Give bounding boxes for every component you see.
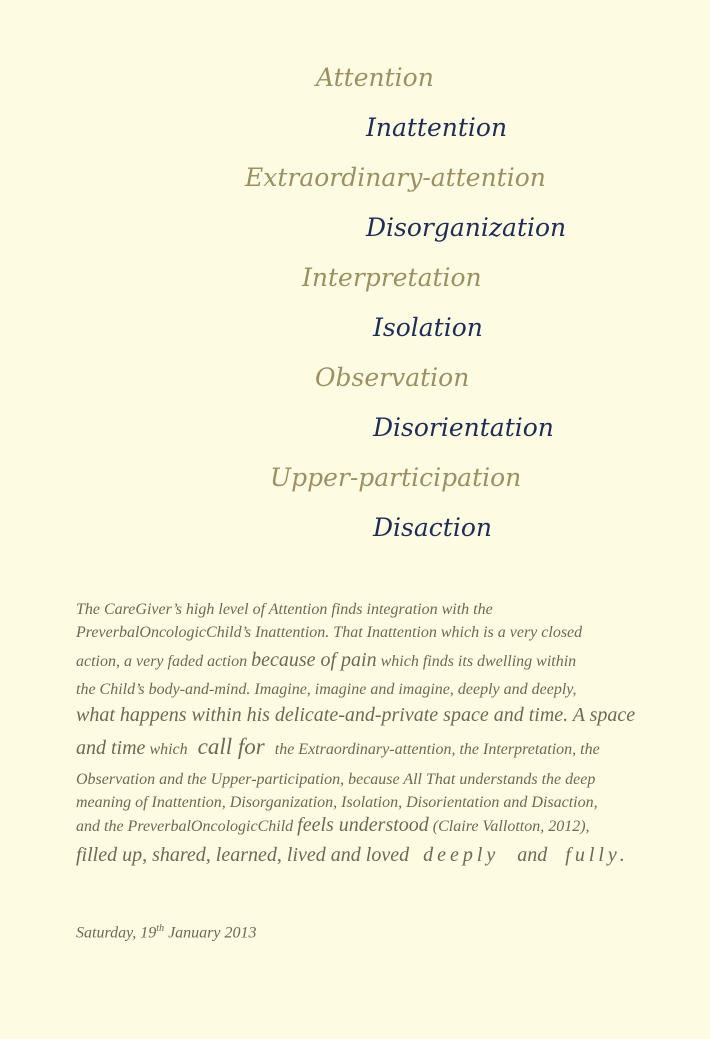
word-extraordinary-attention: Extraordinary-attention	[245, 163, 546, 192]
word-isolation: Isolation	[373, 313, 483, 342]
word-attention: Attention	[316, 63, 434, 92]
paragraph-line-emphasis	[76, 838, 651, 872]
paragraph-text: (Claire Vallotton, 2012),	[428, 818, 590, 835]
emphasis-call-for: call for	[197, 734, 265, 759]
paragraph-text: action, a very faded action	[76, 653, 252, 670]
paragraph-line: PreverbalOncologicChild’s Inattention. That Inattention which is a very closed	[76, 624, 583, 641]
date-text: January 2013	[164, 924, 257, 942]
body-paragraph	[76, 598, 651, 872]
date-ordinal: th	[156, 923, 165, 934]
emphasis-and-time: and time	[76, 737, 146, 759]
emphasis-because-of-pain: because of pain	[251, 649, 377, 671]
word-inattention: Inattention	[366, 113, 508, 142]
paragraph-text: which	[145, 741, 192, 758]
paragraph-text: filled up, shared, learned, lived and loved	[76, 844, 410, 866]
paragraph-line: the Child’s body-and-mind. Imagine, imagine and imagine, deeply and deeply,	[76, 681, 577, 698]
date-line	[76, 923, 257, 942]
word-observation: Observation	[315, 363, 470, 392]
word-disorientation: Disorientation	[373, 413, 554, 442]
paragraph-line	[76, 644, 651, 678]
emphasis-deeply: deeply	[423, 844, 500, 866]
paragraph-text: which finds its dwelling within	[376, 653, 577, 670]
paragraph-line: Observation and the Upper-participation, because All That understands the deep	[76, 771, 596, 788]
word-disorganization: Disorganization	[366, 213, 567, 242]
paragraph-line: The CareGiver’s high level of Attention finds integration with the	[76, 601, 493, 618]
paragraph-text: the Extraordinary-attention, the Interpretation, the	[270, 741, 600, 758]
paragraph-line	[76, 814, 651, 838]
word-upper-participation: Upper-participation	[270, 463, 522, 492]
emphasis-fully: fully.	[565, 844, 629, 866]
date-text: Saturday, 19	[76, 924, 157, 942]
paragraph-line-emphasis: what happens within his delicate-and-private space and time. A space	[76, 704, 636, 726]
paragraph-text: and	[517, 844, 548, 866]
paragraph-text: and the PreverbalOncologicChild	[76, 818, 298, 835]
word-disaction: Disaction	[373, 513, 492, 542]
paragraph-line: meaning of Inattention, Disorganization, Isolation, Disorientation and Disaction,	[76, 794, 598, 811]
paragraph-line	[76, 729, 651, 768]
emphasis-feels-understood: feels understood	[297, 814, 429, 836]
word-interpretation: Interpretation	[302, 263, 482, 292]
